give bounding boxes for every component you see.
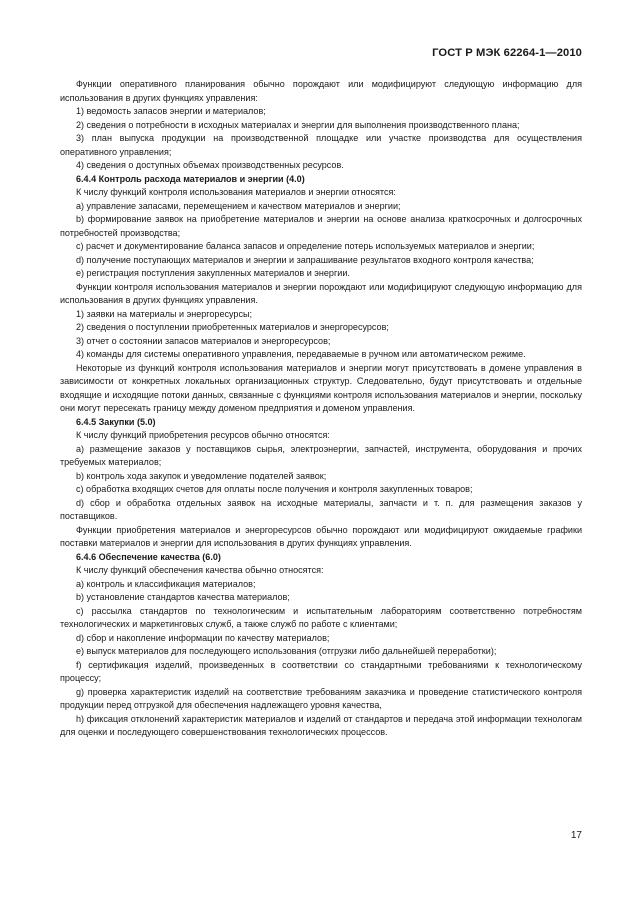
list-item: b) контроль хода закупок и уведомление подателей заявок; — [76, 470, 327, 481]
list-item: b) формирование заявок на приобретение материалов и энергии на основе анализа краткосрочных и долгосрочных потребностей производства; — [60, 214, 582, 238]
list-item: g) проверка характеристик изделий на соответствие требованиям заказчика и проведение статистического контроля продукции перед отгрузкой для обеспечения надлежащего уровня качества, — [60, 686, 582, 710]
list-item: d) сбор и накопление информации по качеству материалов; — [76, 632, 330, 643]
list-item: 2) сведения о поступлении приобретенных материалов и энергоресурсов; — [76, 322, 389, 332]
document-body — [60, 78, 582, 740]
document-header: ГОСТ Р МЭК 62264-1—2010 — [432, 47, 582, 59]
paragraph: К числу функций обеспечения качества обычно относятся: — [76, 565, 324, 575]
list-item: 3) план выпуска продукции на производственной площадке или участке производства для осуществления оперативного управления; — [60, 133, 582, 157]
list-item: 3) отчет о состоянии запасов материалов и энергоресурсов; — [76, 335, 331, 346]
list-item: h) фиксация отклонений характеристик материалов и изделий от стандартов и передача этой информации технологам для оценки и последующего совершенствования технологических процессов. — [60, 713, 582, 737]
list-item: a) контроль и классификация материалов; — [76, 578, 256, 589]
section-heading-6-4-5: 6.4.5 Закупки (5.0) — [76, 416, 156, 427]
paragraph: Функции контроля использования материалов и энергии порождают или модифицируют следующую информацию для использования в других функциях управления. — [60, 281, 582, 305]
section-heading-6-4-4: 6.4.4 Контроль расхода материалов и энергии (4.0) — [76, 173, 305, 184]
list-item: a) управление запасами, перемещением и качеством материалов и энергии; — [76, 200, 401, 211]
paragraph: К числу функций приобретения ресурсов обычно относятся: — [76, 430, 330, 440]
list-item: 4) сведения о доступных объемах производственных ресурсов. — [76, 160, 344, 170]
list-item: e) регистрация поступления закупленных материалов и энергии. — [76, 268, 350, 278]
list-item: c) рассылка стандартов по технологическим и испытательным лабораториям соответственно потребностям технологических и маркетинговых служб, а также служб по работе с клиентами; — [60, 605, 582, 629]
list-item: b) установление стандартов качества материалов; — [76, 592, 290, 602]
section-heading-6-4-6: 6.4.6 Обеспечение качества (6.0) — [76, 551, 221, 562]
list-item: a) размещение заказов у поставщиков сырья, электроэнергии, запчастей, инструмента, оборудования и прочих требуемых материалов; — [60, 443, 582, 467]
paragraph: К числу функций контроля использования материалов и энергии относятся: — [76, 187, 396, 197]
list-item: d) получение поступающих материалов и энергии и запрашивание результатов входного контроля качества; — [76, 254, 534, 265]
list-item: c) расчет и документирование баланса запасов и определение потерь используемых материалов и энергии; — [76, 241, 535, 251]
paragraph: Некоторые из функций контроля использования материалов и энергии могут присутствовать в домене управления в зависимости от конкретных локальных организационных структур. Следовательно, будут присутствовать и отдельные входящие и исходящие потоки данных, связанные с функциями контроля использования материалов и энергии, поскольку они могут пересекать границу между доменом предприятия и доменом управления. — [60, 362, 582, 413]
list-item: 1) ведомость запасов энергии и материалов; — [76, 106, 266, 116]
page-number: 17 — [570, 830, 582, 841]
list-item: d) сбор и обработка отдельных заявок на исходные материалы, запчасти и т. п. для размещения заказов у поставщиков. — [60, 497, 582, 521]
list-item: f) сертификация изделий, произведенных в соответствии со стандартными требованиями к технологическому процессу; — [60, 659, 582, 683]
list-item: 2) сведения о потребности в исходных материалах и энергии для выполнения производственного плана; — [76, 119, 520, 130]
paragraph: Функции приобретения материалов и энергоресурсов обычно порождают или модифицируют ожидаемые графики поставки материалов и энергии для использования в других функциях управления. — [60, 524, 582, 548]
list-item: 1) заявки на материалы и энергоресурсы; — [76, 308, 252, 319]
list-item: e) выпуск материалов для последующего использования (отгрузки либо дальнейшей переработки); — [76, 646, 497, 656]
list-item: 4) команды для системы оперативного управления, передаваемые в ручном или автоматическом режиме. — [76, 349, 526, 359]
paragraph: Функции оперативного планирования обычно порождают или модифицируют следующую информацию для использования в других функциях управления: — [60, 79, 582, 103]
list-item: c) обработка входящих счетов для оплаты после получения и контроля закупленных товаров; — [76, 484, 473, 494]
